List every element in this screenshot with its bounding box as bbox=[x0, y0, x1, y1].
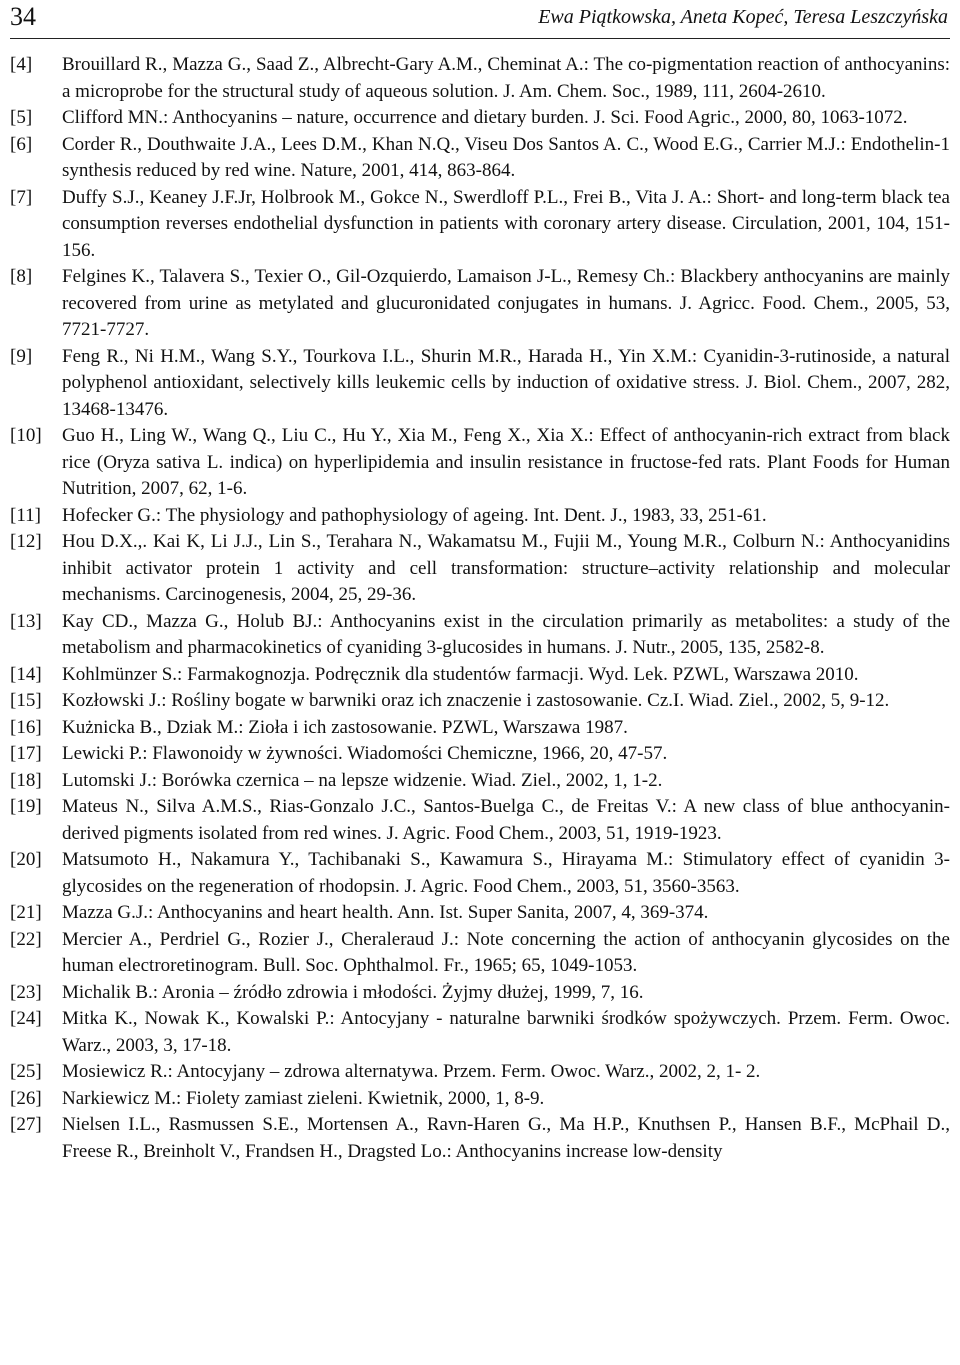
running-head-authors: Ewa Piątkowska, Aneta Kopeć, Teresa Leszczyńska bbox=[538, 6, 948, 28]
reference-number: [8] bbox=[10, 266, 33, 287]
reference-text: Brouillard R., Mazza G., Saad Z., Albrecht-Gary A.M., Cheminat A.: The co-pigmentation reaction of anthocyanins: a microprobe for the structural study of aqueous solution. J. Am. Chem. Soc., 1989, 111, 2604-2610. bbox=[62, 54, 950, 102]
reference-number: [18] bbox=[10, 769, 42, 791]
reference-text: Mosiewicz R.: Antocyjany – zdrowa alternatywa. Przem. Ferm. Owoc. Warz., 2002, 2, 1- 2. bbox=[62, 1061, 761, 1082]
reference-text: Guo H., Ling W., Wang Q., Liu C., Hu Y., Xia M., Feng X., Xia X.: Effect of anthocyanin-rich extract from black rice (Oryza sativa L. indica) on hyperlipidemia and insulin resistance in fructose-fed rats. Plant Foods for Human Nutrition, 2007, 62, 1-6. bbox=[62, 425, 950, 499]
reference-number: [6] bbox=[10, 133, 33, 155]
reference-item bbox=[10, 344, 950, 424]
reference-text: Kay CD., Mazza G., Holub BJ.: Anthocyanins exist in the circulation primarily as metabolites: a study of the metabolism and pharmacokinetics of cyaniding 3-glucosides in humans. J. Nutr., 2005, 135, 2582-8. bbox=[62, 610, 950, 658]
reference-number: [14] bbox=[10, 663, 42, 685]
reference-item bbox=[10, 900, 950, 927]
reference-item bbox=[10, 1086, 950, 1113]
reference-number: [20] bbox=[10, 849, 42, 870]
reference-number: [27] bbox=[10, 1114, 42, 1135]
reference-item bbox=[10, 52, 950, 105]
reference-list bbox=[10, 52, 950, 1165]
reference-item bbox=[10, 609, 950, 662]
reference-text: Kohlmünzer S.: Farmakognozja. Podręcznik dla studentów farmacji. Wyd. Lek. PZWL, Warszawa 2010. bbox=[62, 663, 859, 685]
reference-text: Mazza G.J.: Anthocyanins and heart health. Ann. Ist. Super Sanita, 2007, 4, 369-374. bbox=[62, 902, 709, 923]
reference-text: Hou D.X.,. Kai K, Li J.J., Lin S., Terahara N., Wakamatsu M., Fujii M., Young M.R., Colburn N.: Anthocyanidins inhibit activator protein 1 activity and cell transformation: structure–activity relationship and molecular mechanisms. Carcinogenesis, 2004, 25, 29-36. bbox=[62, 531, 950, 605]
reference-item bbox=[10, 132, 950, 185]
reference-text: Narkiewicz M.: Fiolety zamiast zieleni. Kwietnik, 2000, 1, 8-9. bbox=[62, 1087, 545, 1109]
reference-text: Michalik B.: Aronia – źródło zdrowia i młodości. Żyjmy dłużej, 1999, 7, 16. bbox=[62, 981, 644, 1003]
reference-number: [13] bbox=[10, 610, 42, 632]
reference-text: Nielsen I.L., Rasmussen S.E., Mortensen A., Ravn-Haren G., Ma H.P., Knuthsen P., Hansen B.F., McPhail D., Freese R., Breinholt V., Frandsen H., Dragsted Lo.: Anthocyanins increase low-density bbox=[62, 1114, 950, 1162]
reference-number: [7] bbox=[10, 186, 33, 208]
reference-item bbox=[10, 688, 950, 715]
reference-text: Mitka K., Nowak K., Kowalski P.: Antocyjany - naturalne barwniki środków spożywczych. Przem. Ferm. Owoc. Warz., 2003, 3, 17-18. bbox=[62, 1008, 950, 1056]
reference-item bbox=[10, 105, 950, 132]
reference-number: [11] bbox=[10, 504, 41, 526]
reference-text: Feng R., Ni H.M., Wang S.Y., Tourkova I.L., Shurin M.R., Harada H., Yin X.M.: Cyanidin-3-rutinoside, a natural polyphenol antioxidant, selectively kills leukemic cells by induction of oxidative stress. J. Biol. Chem., 2007, 282, 13468-13476. bbox=[62, 345, 950, 420]
reference-text: Clifford MN.: Anthocyanins – nature, occurrence and dietary burden. J. Sci. Food Agric., 2000, 80, 1063-1072. bbox=[62, 107, 908, 128]
reference-item bbox=[10, 1059, 950, 1086]
reference-number: [15] bbox=[10, 690, 42, 711]
reference-item bbox=[10, 741, 950, 768]
reference-number: [5] bbox=[10, 107, 33, 128]
reference-number: [23] bbox=[10, 981, 42, 1003]
reference-number: [17] bbox=[10, 743, 42, 764]
reference-item bbox=[10, 503, 950, 530]
reference-item bbox=[10, 423, 950, 503]
reference-number: [12] bbox=[10, 531, 42, 552]
page-header bbox=[10, 0, 950, 39]
page-number: 34 bbox=[10, 2, 36, 31]
reference-item bbox=[10, 1112, 950, 1165]
reference-number: [25] bbox=[10, 1061, 42, 1082]
reference-number: [24] bbox=[10, 1008, 42, 1029]
reference-text: Lutomski J.: Borówka czernica – na lepsze widzenie. Wiad. Ziel., 2002, 1, 1-2. bbox=[62, 769, 663, 791]
reference-text: Corder R., Douthwaite J.A., Lees D.M., Khan N.Q., Viseu Dos Santos A. C., Wood E.G., Carrier M.J.: Endothelin-1 synthesis reduced by red wine. Nature, 2001, 414, 863-864. bbox=[62, 133, 950, 181]
reference-item bbox=[10, 1006, 950, 1059]
reference-item bbox=[10, 264, 950, 344]
reference-item bbox=[10, 927, 950, 980]
reference-number: [9] bbox=[10, 345, 33, 367]
reference-text: Lewicki P.: Flawonoidy w żywności. Wiadomości Chemiczne, 1966, 20, 47-57. bbox=[62, 743, 668, 764]
reference-number: [16] bbox=[10, 716, 42, 738]
reference-text: Mateus N., Silva A.M.S., Rias-Gonzalo J.C., Santos-Buelga C., de Freitas V.: A new class of blue anthocyanin-derived pigments isolated from red wines. J. Agric. Food Chem., 2003, 51, 1919-1923. bbox=[62, 796, 950, 844]
reference-number: [22] bbox=[10, 928, 42, 950]
reference-item bbox=[10, 185, 950, 265]
reference-item bbox=[10, 847, 950, 900]
reference-number: [21] bbox=[10, 902, 42, 923]
reference-text: Mercier A., Perdriel G., Rozier J., Cheraleraud J.: Note concerning the action of anthocyanin glycosides on the human electroretinogram. Bull. Soc. Ophthalmol. Fr., 1965; 65, 1049-1053. bbox=[62, 928, 950, 976]
reference-item bbox=[10, 980, 950, 1007]
reference-item bbox=[10, 768, 950, 795]
reference-text: Matsumoto H., Nakamura Y., Tachibanaki S., Kawamura S., Hirayama M.: Stimulatory effect of cyanidin 3-glycosides on the regeneration of rhodopsin. J. Agric. Food Chem., 2003, 51, 3560-3563. bbox=[62, 849, 950, 897]
reference-item bbox=[10, 794, 950, 847]
reference-item bbox=[10, 715, 950, 742]
reference-item bbox=[10, 662, 950, 689]
reference-text: Hofecker G.: The physiology and pathophysiology of ageing. Int. Dent. J., 1983, 33, 251-61. bbox=[62, 504, 767, 526]
reference-text: Kużnicka B., Dziak M.: Zioła i ich zastosowanie. PZWL, Warszawa 1987. bbox=[62, 716, 628, 738]
reference-text: Duffy S.J., Keaney J.F.Jr, Holbrook M., Gokce N., Swerdloff P.L., Frei B., Vita J. A.: Short- and long-term black tea consumption reverses endothelial dysfunction in patients with coronary artery disease. Circulation, 2001, 104, 151-156. bbox=[62, 186, 950, 261]
reference-text: Felgines K., Talavera S., Texier O., Gil-Ozquierdo, Lamaison J-L., Remesy Ch.: Blackbery anthocyanins are mainly recovered from urine as metylated and glucuronidated conjugates in humans. J. Agricc. Food. Chem., 2005, 53, 7721-7727. bbox=[62, 266, 950, 340]
reference-text: Kozłowski J.: Rośliny bogate w barwniki oraz ich znaczenie i zastosowanie. Cz.I. Wiad. Ziel., 2002, 5, 9-12. bbox=[62, 690, 890, 711]
reference-number: [10] bbox=[10, 425, 42, 446]
reference-item bbox=[10, 529, 950, 609]
reference-number: [4] bbox=[10, 54, 33, 75]
reference-number: [19] bbox=[10, 796, 42, 817]
reference-number: [26] bbox=[10, 1087, 42, 1109]
